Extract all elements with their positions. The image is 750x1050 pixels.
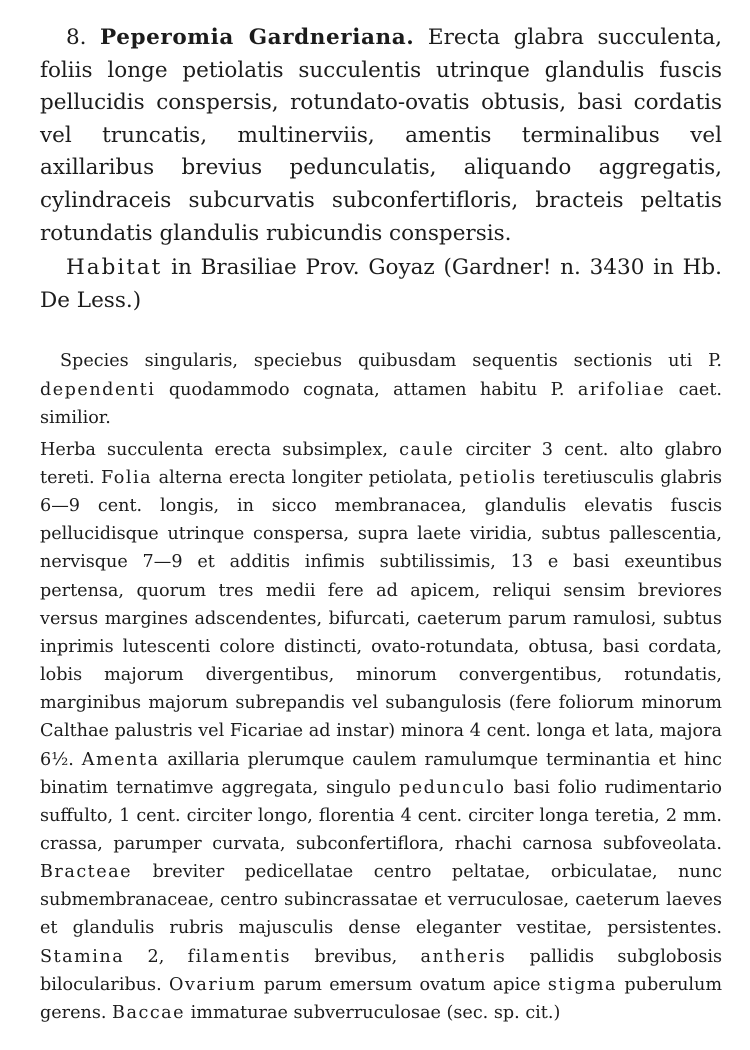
term-filamentis: filamentis bbox=[187, 946, 292, 967]
description-text: puberulum gerens. bbox=[40, 974, 723, 1023]
term-bracteae: Bracteae bbox=[40, 862, 133, 883]
term-caule: caule bbox=[399, 439, 455, 460]
intro-text: quodammodo cognata, attamen habitu P. bbox=[168, 379, 565, 400]
diagnosis-text: Erecta glabra succulenta, foliis longe petiolatis succulentis utrinque glandulis fuscis pellucidis conspersis, rotundato-ovatis obtusis, basi cordatis vel truncatis, multinerviis, amentis terminalibus vel axillaribus brevius pedunculatis, aliquando aggregatis, cylindraceis subcurvatis subconfertifloris, bracteis peltatis rotundatis glandulis rubicundis conspersis. bbox=[40, 25, 722, 246]
term-antheris: antheris bbox=[420, 946, 507, 967]
description-text: pallidis subglobosis bilocularibus. bbox=[40, 946, 723, 995]
term-folia: Folia bbox=[101, 467, 153, 488]
species-name: Peperomia Gardneriana. bbox=[100, 25, 415, 50]
species-discussion bbox=[40, 347, 722, 1027]
description-text: Herba succulenta erecta subsimplex, bbox=[40, 439, 388, 460]
term-ovarium: Ovarium bbox=[169, 974, 257, 995]
term-stigma: stigma bbox=[547, 974, 618, 995]
description-text: teretiusculis glabris 6—9 cent. longis, in sicco membranacea, glandulis elevatis fuscis pellucidisque utrinque conspersa, supra laete viridia, subtus pallescentia, nervisque 7—9 et additis infimis subtilissimis, 13 e basi exeuntibus pertensa, quorum tres medii fere ad apicem, reliqui sensim breviores versus margines adscendentes, bifurcati, caeterum parum ramulosi, subtus inprimis lutescenti colore distincti, ovato-rotundata, obtusa, basi cordata, lobis majorum divergentibus, minorum convergentibus, rotundatis, marginibus majorum subrepandis vel subangulosis (fere foliorum minorum Calthae palustris vel Ficariae ad instar) minora 4 cent. longa et lata, majora 6½. bbox=[40, 467, 723, 770]
term-stamina: Stamina bbox=[40, 946, 125, 967]
species-number: 8. bbox=[66, 25, 87, 50]
intro-text: Species singularis, speciebus quibusdam sequentis sectionis uti P. bbox=[60, 351, 722, 372]
compared-species-arifoliae: arifoliae bbox=[577, 379, 666, 400]
compared-species-dependenti: dependenti bbox=[40, 379, 156, 400]
habitat-text: in Brasiliae Prov. Goyaz (Gardner! n. 3430 in Hb. De Less.) bbox=[40, 255, 722, 313]
description-text: axillaria plerumque caulem ramulumque terminantia et hinc binatim ternatimve aggregata, singulo bbox=[40, 749, 723, 798]
description-text: breviter pedicellatae centro peltatae, orbiculatae, nunc submembranaceae, centro subincrassatae et verruculosae, caeterum laeves et glandulis rubris majusculis dense eleganter vestitae, persistentes. bbox=[40, 862, 723, 939]
description-text: parum emersum ovatum apice bbox=[263, 974, 541, 995]
intro-text: caet. similior. bbox=[40, 379, 723, 428]
description-text: 2, bbox=[147, 946, 165, 967]
description-text: immaturae subverruculosae (sec. sp. cit.) bbox=[190, 1002, 561, 1023]
description-text: alterna erecta longiter petiolata, bbox=[158, 467, 453, 488]
discussion-intro bbox=[40, 347, 722, 431]
term-pedunculo: pedunculo bbox=[398, 777, 506, 798]
description-text: circiter 3 cent. alto glabro tereti. bbox=[40, 439, 723, 488]
term-petiolis: petiolis bbox=[459, 467, 537, 488]
term-amenta: Amenta bbox=[81, 749, 160, 770]
species-diagnosis bbox=[40, 22, 722, 317]
term-baccae: Baccae bbox=[112, 1002, 186, 1023]
habitat-label: Habitat bbox=[66, 255, 163, 281]
habitat-paragraph bbox=[40, 252, 722, 317]
page-content bbox=[40, 22, 722, 1027]
description-text: brevibus, bbox=[314, 946, 398, 967]
diagnosis-paragraph bbox=[40, 22, 722, 250]
discussion-description bbox=[40, 436, 722, 1027]
description-text: basi folio rudimentario suffulto, 1 cent. circiter longo, florentia 4 cent. circiter longa teretia, 2 mm. crassa, parumper curvata, subconfertiflora, rhachi carnosa subfoveolata. bbox=[40, 777, 723, 854]
